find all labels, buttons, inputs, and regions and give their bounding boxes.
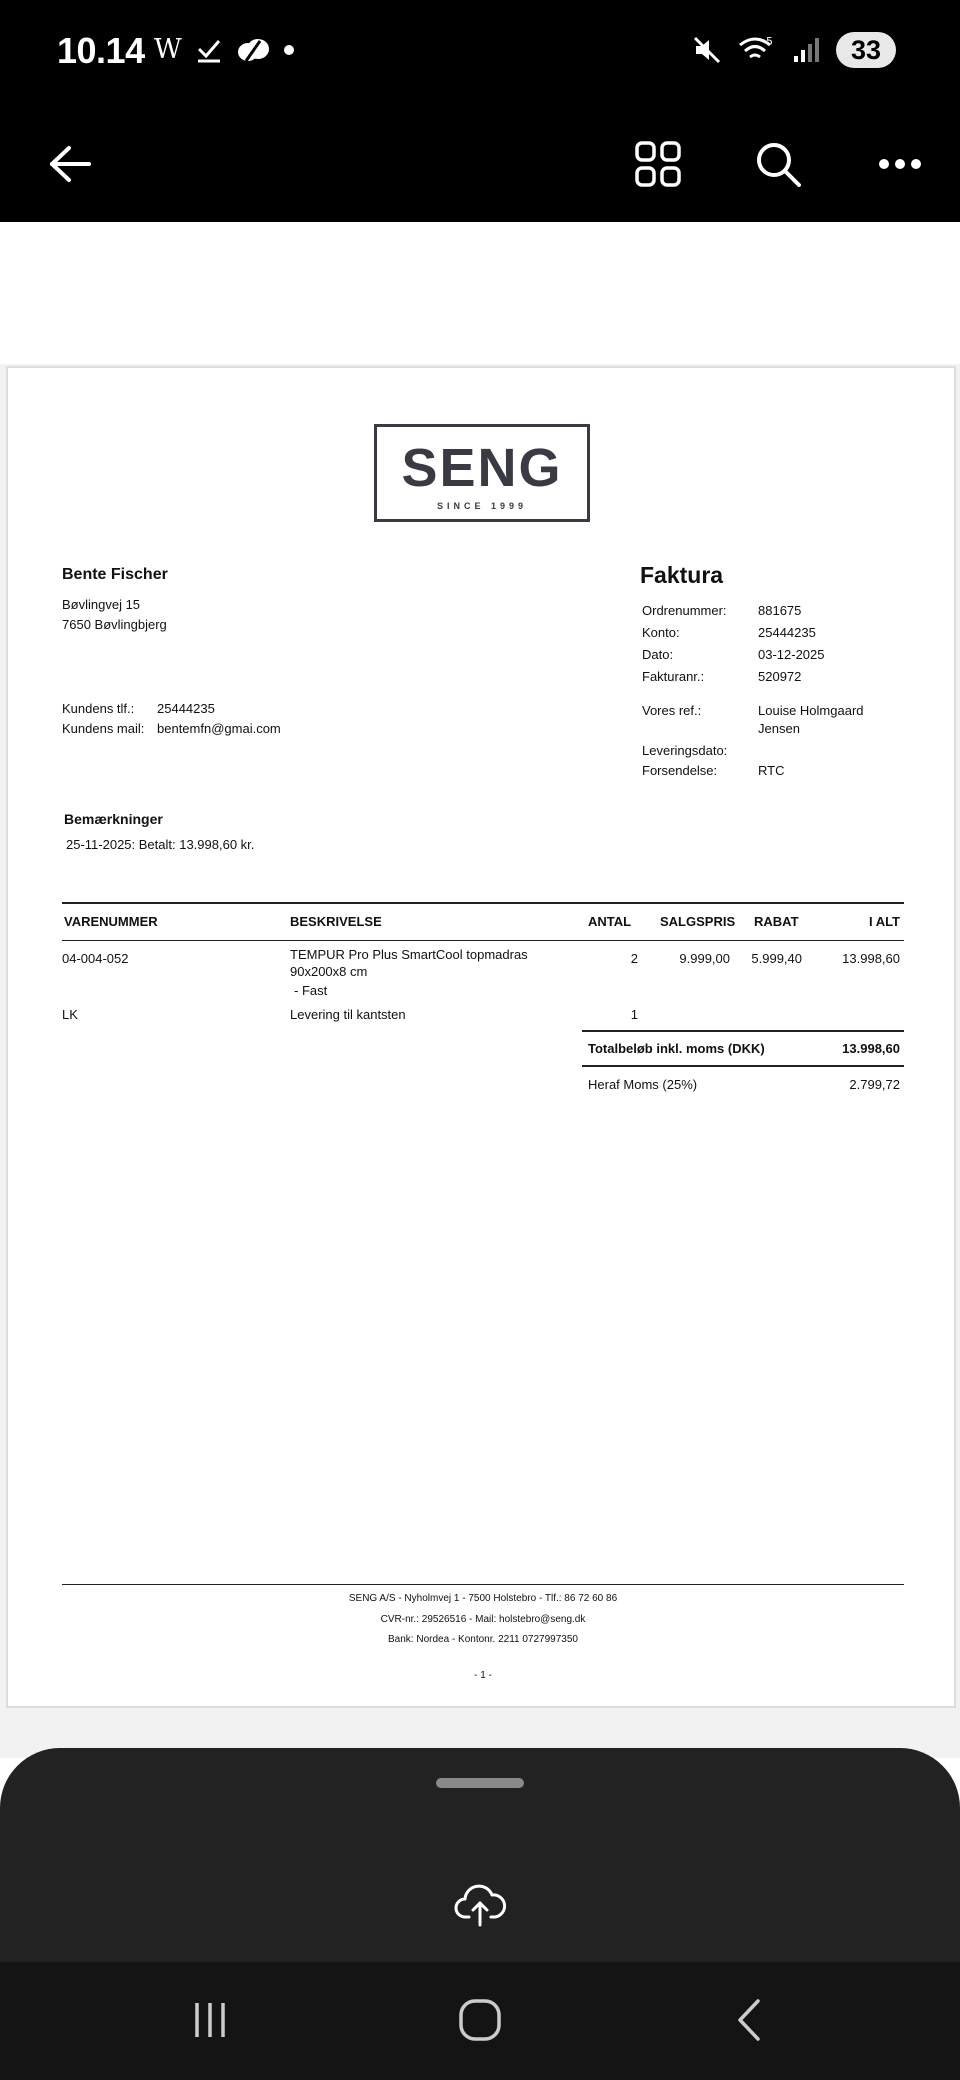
grid-icon — [634, 140, 682, 188]
signal-icon — [792, 36, 820, 64]
footer-bank: Bank: Nordea - Kontonr. 2211 0727997350 — [388, 1634, 578, 1645]
home-button[interactable] — [440, 1986, 520, 2054]
nav-back-icon — [732, 1997, 768, 2043]
more-icon — [878, 158, 922, 170]
total-label: Totalbeløb inkl. moms (DKK) — [588, 1041, 765, 1056]
reference-row: Vores ref.: Louise Holmgaard — [642, 703, 864, 718]
status-bar — [0, 0, 960, 104]
home-icon — [457, 1997, 503, 2043]
col-item: VARENUMMER — [64, 914, 158, 929]
battery-indicator: 33 — [836, 32, 896, 68]
phone-label: Kundens tlf.: — [62, 701, 135, 716]
thumbnails-button[interactable] — [620, 126, 696, 202]
meta-row: Ordrenummer: 881675 — [642, 603, 802, 618]
total-bottom-rule — [582, 1065, 904, 1067]
footer-address: SENG A/S - Nyholmvej 1 - 7500 Holstebro - Tlf.: 86 72 60 86 — [348, 1593, 618, 1604]
sheet-drag-handle[interactable] — [436, 1778, 524, 1788]
vat-value: 2.799,72 — [849, 1077, 900, 1092]
status-time: 10.14 — [57, 30, 145, 71]
wifi-icon — [738, 35, 776, 65]
top-app-bar — [0, 104, 960, 222]
logo-since: SINCE 1999 — [436, 501, 528, 511]
remarks-text: 25-11-2025: Betalt: 13.998,60 kr. — [66, 837, 255, 852]
recents-button[interactable] — [170, 1986, 250, 2054]
cloud-upload-icon — [454, 1883, 506, 1927]
reference-row-2: Jensen — [758, 721, 800, 736]
footer-rule — [62, 1584, 904, 1585]
logo-text: SENG — [401, 438, 563, 498]
total-top-rule — [582, 1030, 904, 1032]
upload-button[interactable] — [450, 1878, 510, 1932]
recents-icon — [189, 1999, 231, 2041]
svg-text:5: 5 — [766, 35, 773, 48]
mail-label: Kundens mail: — [62, 721, 145, 736]
status-icons-right — [692, 32, 896, 68]
shipping-row: Forsendelse: RTC — [642, 763, 785, 778]
nav-back-button[interactable] — [710, 1986, 790, 2054]
back-arrow-icon — [47, 144, 93, 184]
search-button[interactable] — [740, 126, 816, 202]
col-description: BESKRIVELSE — [290, 914, 382, 929]
status-icons-left — [154, 34, 294, 65]
meta-row: Dato: 03-12-2025 — [642, 647, 825, 662]
customer-street: Bøvlingvej 15 — [62, 597, 141, 612]
back-button[interactable] — [32, 126, 108, 202]
col-quantity: ANTAL — [588, 914, 632, 929]
more-options-button[interactable] — [862, 126, 938, 202]
bottom-sheet — [0, 1748, 960, 1962]
app-notification-icon: W — [154, 34, 182, 65]
invoice-title: Faktura — [640, 562, 724, 588]
table-header-rule — [62, 940, 904, 941]
page-number: - 1 - — [474, 1670, 492, 1681]
table-top-rule — [62, 902, 904, 904]
col-total: I ALT — [868, 914, 900, 929]
total-value: 13.998,60 — [842, 1041, 900, 1056]
delivery-row: Leveringsdato: — [642, 743, 728, 758]
vat-label: Heraf Moms (25%) — [588, 1077, 698, 1092]
meta-row: Fakturanr.: 520972 — [642, 669, 802, 684]
remarks-title: Bemærkninger — [64, 811, 163, 827]
footer-contact: CVR-nr.: 29526516 - Mail: holstebro@seng.dk — [380, 1614, 586, 1625]
notification-dot — [284, 45, 294, 55]
invoice-page: SENG SINCE 1999 Bente Fischer Bøvlingvej 15 7650 Bøvlingbjerg Kundens tlf.: 25444235 Kundens mail: bentemfn@gmai.com Faktura Ordrenummer: 881675 Konto: 25444235 Dato: 03-12-2025 Fakturanr.: 520972 Vores ref.: Louise Holmgaard Jensen Leveringsdato: Forsendelse: RTC Bemærkninger 25-11-2025: Betalt: 13.998,60 kr. VARENUMMER BESKRIVELSE ANTAL SALGSPRIS RABAT I ALT 04-004-052 TEMPUR Pro Plus SmartCool topmadras 90x200x8 cm - Fast 2 9.999,00 5.999,40 13.998,60 LK Levering til kantsten 1 Totalbeløb inkl. moms (DKK) 13.998,60 Heraf Moms (25%) 2.799,72 SENG A/S - Nyholmvej 1 - 7500 Holstebro - Tlf.: 86 72 60 86 CVR-nr.: 29526516 - Mail: holstebro@seng.dk Bank: Nordea - Kontonr. 2211 0727997350 - 1 - — [6, 366, 956, 1708]
col-price: SALGSPRIS — [660, 914, 736, 929]
phone-value: 25444235 — [157, 701, 215, 716]
task-done-icon — [196, 37, 222, 63]
seng-logo — [374, 424, 590, 522]
meta-row: Konto: 25444235 — [642, 625, 816, 640]
search-icon — [754, 140, 802, 188]
customer-city: 7650 Bøvlingbjerg — [62, 617, 167, 632]
system-nav-bar — [0, 1962, 960, 2080]
col-discount: RABAT — [754, 914, 799, 929]
mute-icon — [692, 35, 722, 65]
customer-phone-row — [62, 700, 215, 718]
cloud-icon — [236, 37, 270, 63]
customer-name: Bente Fischer — [62, 566, 168, 583]
mail-value: bentemfn@gmai.com — [157, 721, 281, 736]
customer-mail-row — [62, 720, 281, 738]
